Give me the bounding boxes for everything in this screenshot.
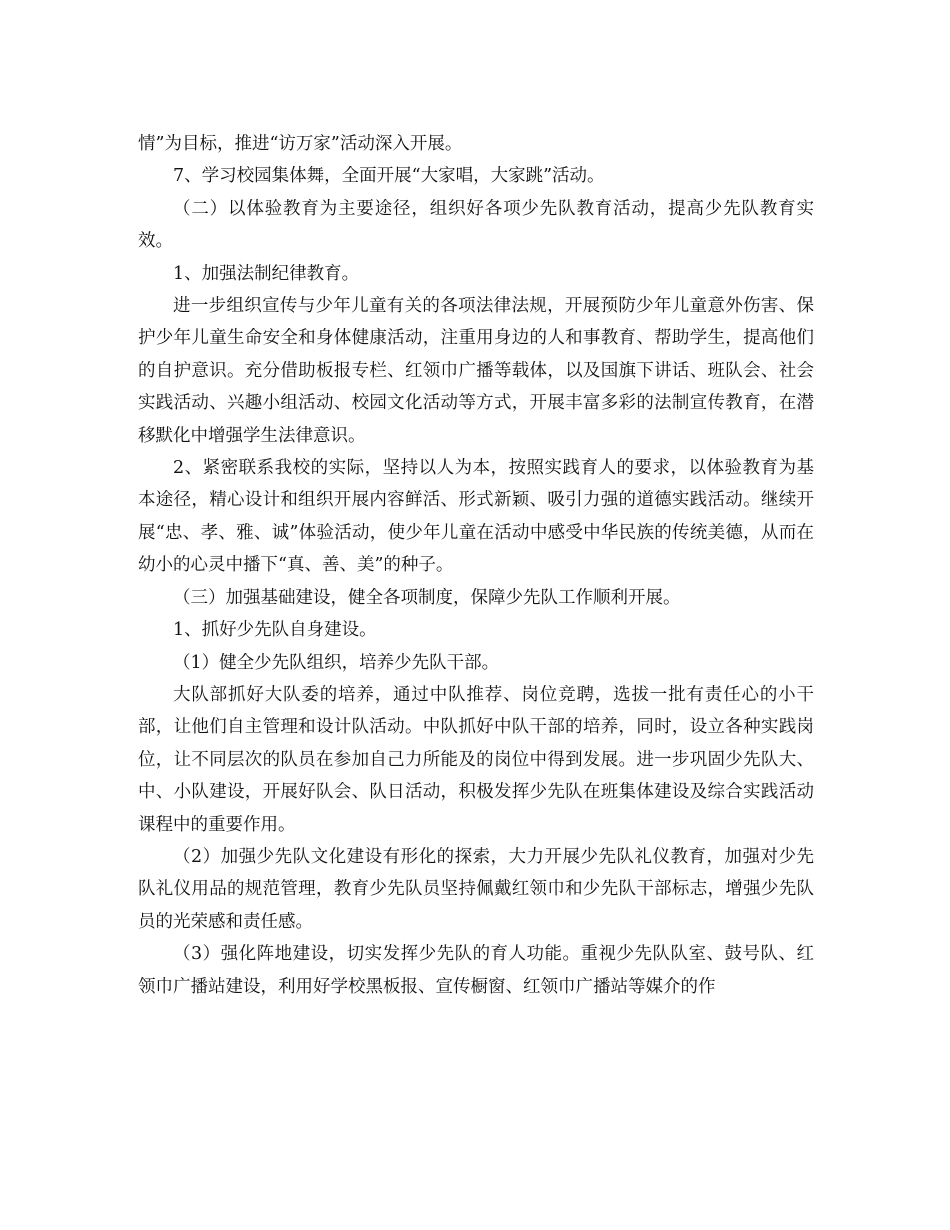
paragraph-moral-practice: 2、紧密联系我校的实际，坚持以人为本，按照实践育人的要求，以体验教育为基本途径，精心设计和组织开展内容鲜活、形式新颖、吸引力强的道德实践活动。继续开展“忠、孝、雅、诚”体验活动，使少年儿童在活动中感受中华民族的传统美德，从而在幼小的心灵中播下“真、善、美”的种子。 — [138, 458, 814, 576]
paragraph-culture-building: （2）加强少先队文化建设有形化的探索，大力开展少先队礼仪教育，加强对少先队礼仪用品的规范管理，教育少先队员坚持佩戴红领巾和少先队干部标志，增强少先队员的光荣感和责任感。 — [138, 846, 814, 932]
section-heading-2: （二）以体验教育为主要途径，组织好各项少先队教育活动，提高少先队教育实效。 — [138, 198, 814, 252]
paragraph-cadre-training: 大队部抓好大队委的培养，通过中队推荐、岗位竞聘，选拔一批有责任心的小干部，让他们自主管理和设计队活动。中队抓好中队干部的培养，同时，设立各种实践岗位，让不同层次的队员在参加自己力所能及的岗位中得到发展。进一步巩固少先队大、中、小队建设，开展好队会、队日活动，积极发挥少先队在班集体建设及综合实践活动课程中的重要作用。 — [138, 684, 814, 835]
document-page — [138, 128, 814, 1003]
paragraph-position-building: （3）强化阵地建设，切实发挥少先队的育人功能。重视少先队队室、鼓号队、红领巾广播站建设，利用好学校黑板报、宣传橱窗、红领巾广播站等媒介的作 — [138, 944, 814, 997]
subheading-law-education: 1、加强法制纪律教育。 — [173, 263, 360, 284]
subheading-self-building: 1、抓好少先队自身建设。 — [173, 620, 377, 641]
paragraph-item-7: 7、学习校园集体舞，全面开展“大家唱，大家跳”活动。 — [173, 166, 605, 187]
paragraph-law-education: 进一步组织宣传与少年儿童有关的各项法律法规，开展预防少年儿童意外伤害、保护少年儿童生命安全和身体健康活动，注重用身边的人和事教育、帮助学生，提高他们的自护意识。充分借助板报专栏、红领巾广播等载体，以及国旗下讲话、班队会、社会实践活动、兴趣小组活动、校园文化活动等方式，开展丰富多彩的法制宣传教育，在潜移默化中增强学生法律意识。 — [138, 296, 814, 446]
section-heading-3: （三）加强基础建设，健全各项制度，保障少先队工作顺利开展。 — [173, 587, 681, 608]
paragraph-continuation: 情”为目标，推进“访万家”活动深入开展。 — [138, 134, 463, 154]
subheading-organization: （1）健全少先队组织，培养少先队干部。 — [173, 652, 500, 673]
